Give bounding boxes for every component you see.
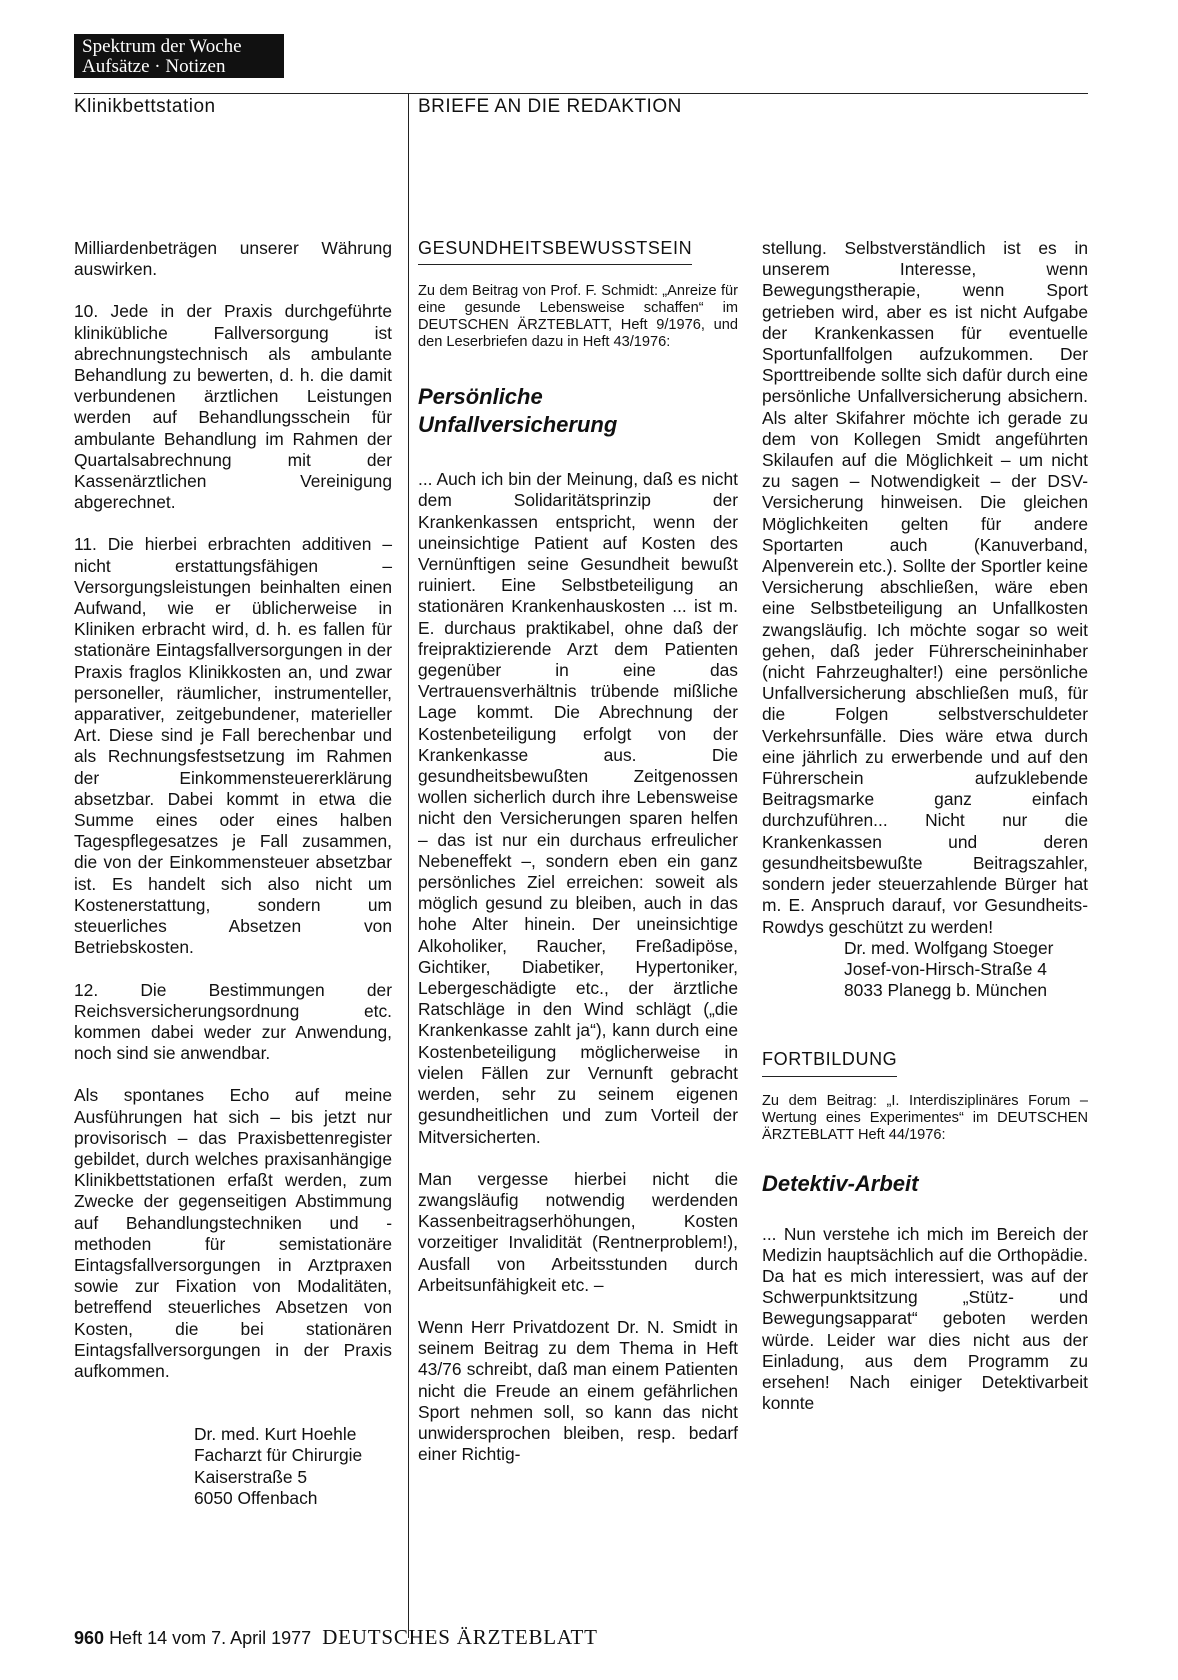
signature-line: Kaiserstraße 5: [194, 1466, 308, 1487]
paragraph: 12. Die Bestimmungen der Reichsversicherungsordnung etc. kommen dabei weder zur Anwendung, noch sind sie anwendbar.: [74, 979, 392, 1064]
column-divider: [408, 93, 409, 1638]
section-label-line2: Aufsätze · Notizen: [82, 56, 226, 77]
signature-line: Facharzt für Chirurgie: [194, 1445, 363, 1466]
paragraph: ... Auch ich bin der Meinung, daß es nicht dem Solidaritätsprinzip der Krankenkassen entspricht, wenn der uneinsichtige Patient auf Kosten des Vernünftigen seine Gesundheit bewußt ruiniert. Eine Selbstbeteiligung an stationären Krankenhauskosten ... ist m. E. durchaus praktikabel, ohne daß der freipraktizierende Arzt dem Patienten gegenüber in eine das Vertrauensverhältnis trübende mißliche Lage kommt. Die Abrechnung der Kostenbeteiligung erfolgt von der Krankenkasse aus. Die gesundheitsbewußten Zeitgenossen wollen sicherlich durch ihre Lebensweise nicht den Versicherungen sparen helfen – das ist nur ein durchaus erfreulicher Nebeneffekt –, sondern eben ein ganz persönliches Ziel erreichen: soweit als möglich gesund zu bleiben, auch in das hohe Alter hinein. Der uneinsichtige Alkoholiker, Raucher, Freßadipöse, Gichtiker, Diabetiker, Hypertoniker, Lebergeschädigte etc., der ärztliche Ratschläge in den Wind schlägt („die Krankenkasse zahlt ja“), kann durch eine Kostenbeteiligung möglicherweise in vielen Fällen zur Vernunft gebracht werden, sehr zu seinem eigenen gesundheitlichen und zum Vorteil der Mitversicherten.: [418, 469, 738, 1147]
page-footer: [74, 1625, 598, 1650]
paragraph: 10. Jede in der Praxis durchgeführte klinikübliche Fallversorgung ist abrechnungstechnisch als ambulante Behandlung zu bewerten, d. h. die damit verbundenen ärztlichen Leistungen werden auf Behandlungsschein für ambulante Behandlung im Rahmen der Quartalsabrechnung mit der Kassenärztlichen Vereinigung abgerechnet.: [74, 301, 392, 513]
issue-info: Heft 14 vom 7. April 1977: [109, 1628, 312, 1648]
signature-block: [74, 1424, 392, 1509]
column-3: [762, 238, 1088, 1414]
right-column-title: BRIEFE AN DIE REDAKTION: [418, 96, 682, 117]
paragraph: Milliardenbeträgen unserer Währung auswirken.: [74, 238, 392, 280]
header-rule: [74, 93, 1088, 94]
column-1: [74, 238, 392, 1509]
column-2: [418, 238, 738, 1465]
signature-block: [762, 938, 1088, 1002]
magazine-name: DEUTSCHES ÄRZTEBLATT: [322, 1625, 598, 1649]
letter-title-line: Persönliche: [418, 384, 543, 410]
letter-title: [418, 383, 738, 439]
paragraph: Man vergesse hierbei nicht die zwangsläufig notwendig werdenden Kassenbeitragserhöhungen, Kosten vorzeitiger Invalidität (Rentnerproblem!), Ausfall von Arbeitsstunden durch Arbeitsunfähigkeit etc. –: [418, 1168, 738, 1295]
paragraph: Als spontanes Echo auf meine Ausführungen hat sich – bis jetzt nur provisorisch – das Praxisbettenregister gebildet, durch welches praxisanhängige Klinikbettstationen erfaßt werden, zum Zwecke der gegenseitigen Abstimmung auf Behandlungstechniken und -methoden für semistationäre Eintagsfallversorgungen in Arztpraxen sowie zur Fixation von Modalitäten, betreffend steuerliches Absetzen von Kosten, die bei stationären Eintagsfallversorgungen in der Praxis aufkommen.: [74, 1085, 392, 1381]
signature-line: Dr. med. Kurt Hoehle: [194, 1424, 357, 1445]
section-label: [74, 34, 284, 78]
letter-intro: Zu dem Beitrag: „I. Interdisziplinäres Forum – Wertung eines Experimentes“ im DEUTSCHEN ÄRZTEBLATT Heft 44/1976:: [762, 1092, 1088, 1143]
left-column-title: Klinikbettstation: [74, 96, 216, 117]
signature-line: Dr. med. Wolfgang Stoeger: [844, 937, 1054, 958]
letter-intro: Zu dem Beitrag von Prof. F. Schmidt: „Anreize für eine gesunde Lebensweise schaffen“ im DEUTSCHEN ÄRZTEBLATT, Heft 9/1976, und den Leserbriefen dazu in Heft 43/1976:: [418, 283, 738, 351]
letter-title-line: Unfallversicherung: [418, 412, 618, 438]
section-label-line1: Spektrum der Woche: [82, 36, 242, 57]
signature-line: 8033 Planegg b. München: [844, 980, 1048, 1001]
paragraph: stellung. Selbstverständlich ist es in unserem Interesse, wenn Bewegungstherapie, wenn Sport getrieben wird, aber es ist nicht Aufgabe der Krankenkassen für eventuelle Sportunfallfolgen aufzukommen. Der Sporttreibende sollte sich dafür durch eine persönliche Unfallversicherung absichern. Als alter Skifahrer möchte ich gerade zu dem von Kollegen Smidt angeführten Skilaufen auf die Möglichkeit – um nicht zu sagen – Notwendigkeit – der DSV-Versicherung hinweisen. Die gleichen Möglichkeiten gelten für andere Sportarten auch (Kanuverband, Alpenverein etc.). Sollte der Sportler keine Versicherung abschließen, wäre eben eine Selbstbeteiligung an Unfallkosten zwangsläufig. Ich möchte sogar so weit gehen, daß jeder Führerscheininhaber (nicht Fahrzeughalter!) eine persönliche Unfallversicherung abschließen muß, für die Folgen selbstverschuldeter Verkehrsunfälle. Dies wäre etwa durch eine jährlich zu erwerbende und auf den Führerschein aufzuklebende Beitragsmarke ganz einfach durchzuführen... Nicht nur die Krankenkassen und deren gesundheitsbewußte Beitragszahler, sondern jeder steuerzahlende Bürger hat m. E. Anspruch darauf, vor Gesundheits-Rowdys geschützt zu werden!: [762, 238, 1088, 937]
signature-line: 6050 Offenbach: [194, 1487, 318, 1508]
paragraph: ... Nun verstehe ich mich im Bereich der Medizin hauptsächlich auf die Orthopädie. Da hat es mich interessiert, was auf der Schwerpunktsitzung „Stütz- und Bewegungsapparat“ geboten werden würde. Leider war dies nicht aus der Einladung, aus dem Programm zu ersehen! Nach einiger Detektivarbeit konnte: [762, 1223, 1088, 1414]
paragraph: Wenn Herr Privatdozent Dr. N. Smidt in seinem Beitrag zu dem Thema in Heft 43/76 schreibt, daß man einem Patienten nicht die Freude an einem gefährlichen Sport nehmen soll, so kann das nicht unwidersprochen bleiben, resp. bedarf einer Richtig-: [418, 1316, 738, 1465]
section-heading: GESUNDHEITSBEWUSSTSEIN: [418, 238, 692, 265]
page-number: 960: [74, 1628, 105, 1648]
letter-title: Detektiv-Arbeit: [762, 1170, 919, 1196]
paragraph: 11. Die hierbei erbrachten additiven – nicht erstattungsfähigen – Versorgungsleistungen beinhalten einen Aufwand, wie er üblicherweise in Kliniken erbracht wird, d. h. es fallen für stationäre Eintagsfallversorgungen in der Praxis fraglos Klinikkosten an, und zwar personeller, räumlicher, instrumenteller, apparativer, zeitgebundener, materieller Art. Diese sind je Fall berechenbar und als Rechnungsfestsetzung im Rahmen der Einkommensteuererklärung absetzbar. Dabei kommt in etwa die Summe eines oder eines halben Tagespflegesatzes je Fall zusammen, die von der Einkommensteuer absetzbar ist. Es handelt sich also nicht um Kostenerstattung, sondern um steuerliches Absetzen von Betriebskosten.: [74, 534, 392, 958]
signature-line: Josef-von-Hirsch-Straße 4: [844, 958, 1047, 979]
section-heading: FORTBILDUNG: [762, 1049, 897, 1076]
